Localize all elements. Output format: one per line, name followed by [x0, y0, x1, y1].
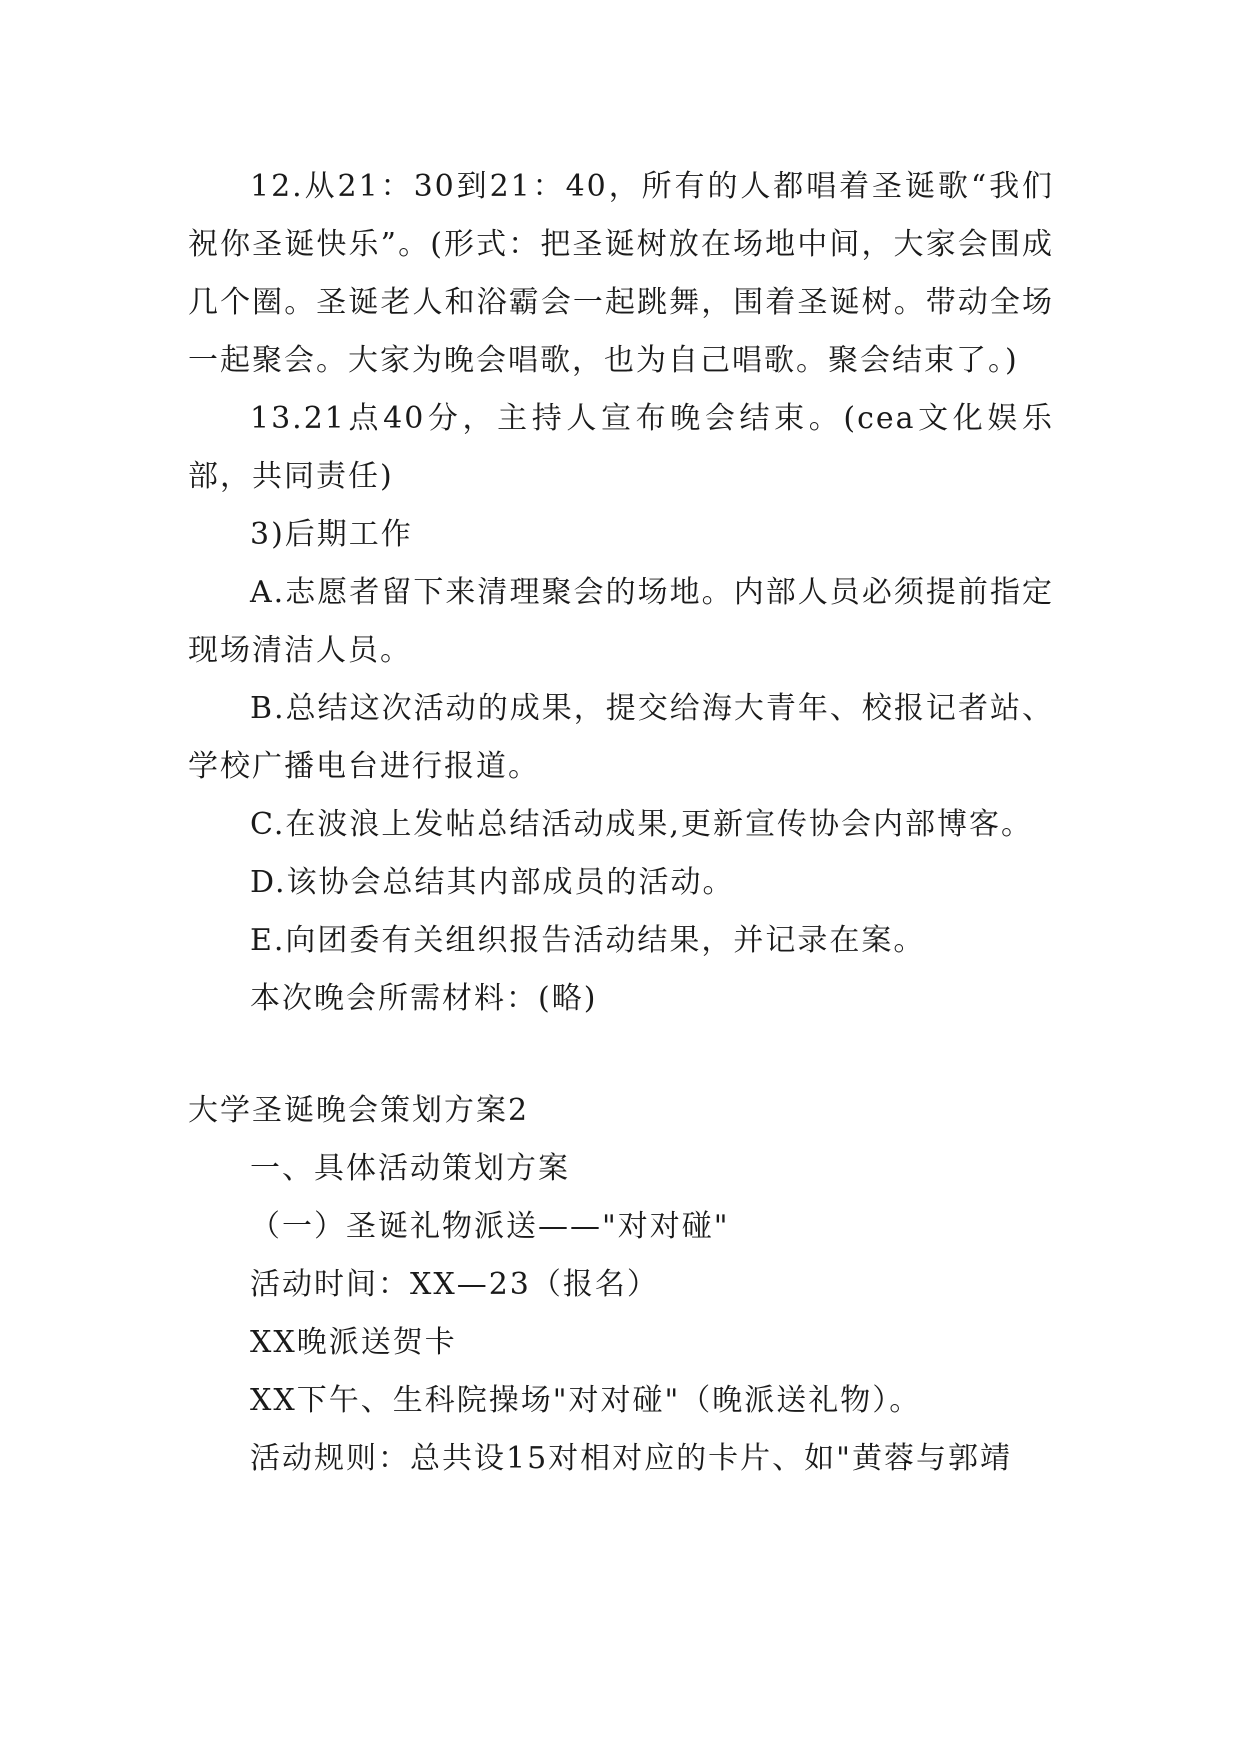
section-paragraph-activity-time: 活动时间：XX—23（报名） [250, 1267, 659, 1302]
section-paragraph-location: XX下午、生科院操场"对对碰"（晚派送礼物）。 [250, 1383, 922, 1418]
paragraph-item-12: 12.从21：30到21：40，所有的人都唱着圣诞歌“我们祝你圣诞快乐”。(形式：把圣诞树放在场地中间，大家会围成几个圈。圣诞老人和浴霸会一起跳舞，围着圣诞树。带动全场一起聚会。大家为晚会唱歌，也为自己唱歌。聚会结束了。) [188, 169, 1054, 378]
paragraph-followup-b: B.总结这次活动的成果，提交给海大青年、校报记者站、学校广播电台进行报道。 [188, 691, 1054, 784]
section-paragraph-card-delivery: XX晚派送贺卡 [250, 1325, 457, 1360]
paragraph-followup-heading: 3)后期工作 [250, 517, 413, 552]
paragraph-followup-a: A.志愿者留下来清理聚会的场地。内部人员必须提前指定现场清洁人员。 [188, 575, 1054, 668]
paragraph-item-13: 13.21点40分，主持人宣布晚会结束。(cea文化娱乐部，共同责任) [188, 401, 1054, 494]
section-title: 大学圣诞晚会策划方案2 [188, 1093, 530, 1128]
paragraph-followup-e: E.向团委有关组织报告活动结果，并记录在案。 [250, 923, 926, 958]
section-paragraph-plan-heading: 一、具体活动策划方案 [250, 1151, 570, 1186]
paragraph-followup-d: D.该协会总结其内部成员的活动。 [250, 865, 735, 900]
paragraph-followup-c: C.在波浪上发帖总结活动成果,更新宣传协会内部博客。 [250, 807, 1033, 842]
section-paragraph-rules: 活动规则：总共设15对相对应的卡片、如"黄蓉与郭靖 [250, 1441, 1012, 1476]
document-body [188, 158, 1054, 1488]
paragraph-materials: 本次晚会所需材料：(略) [250, 981, 598, 1016]
section-paragraph-gift-heading: （一）圣诞礼物派送——"对对碰" [250, 1209, 730, 1244]
